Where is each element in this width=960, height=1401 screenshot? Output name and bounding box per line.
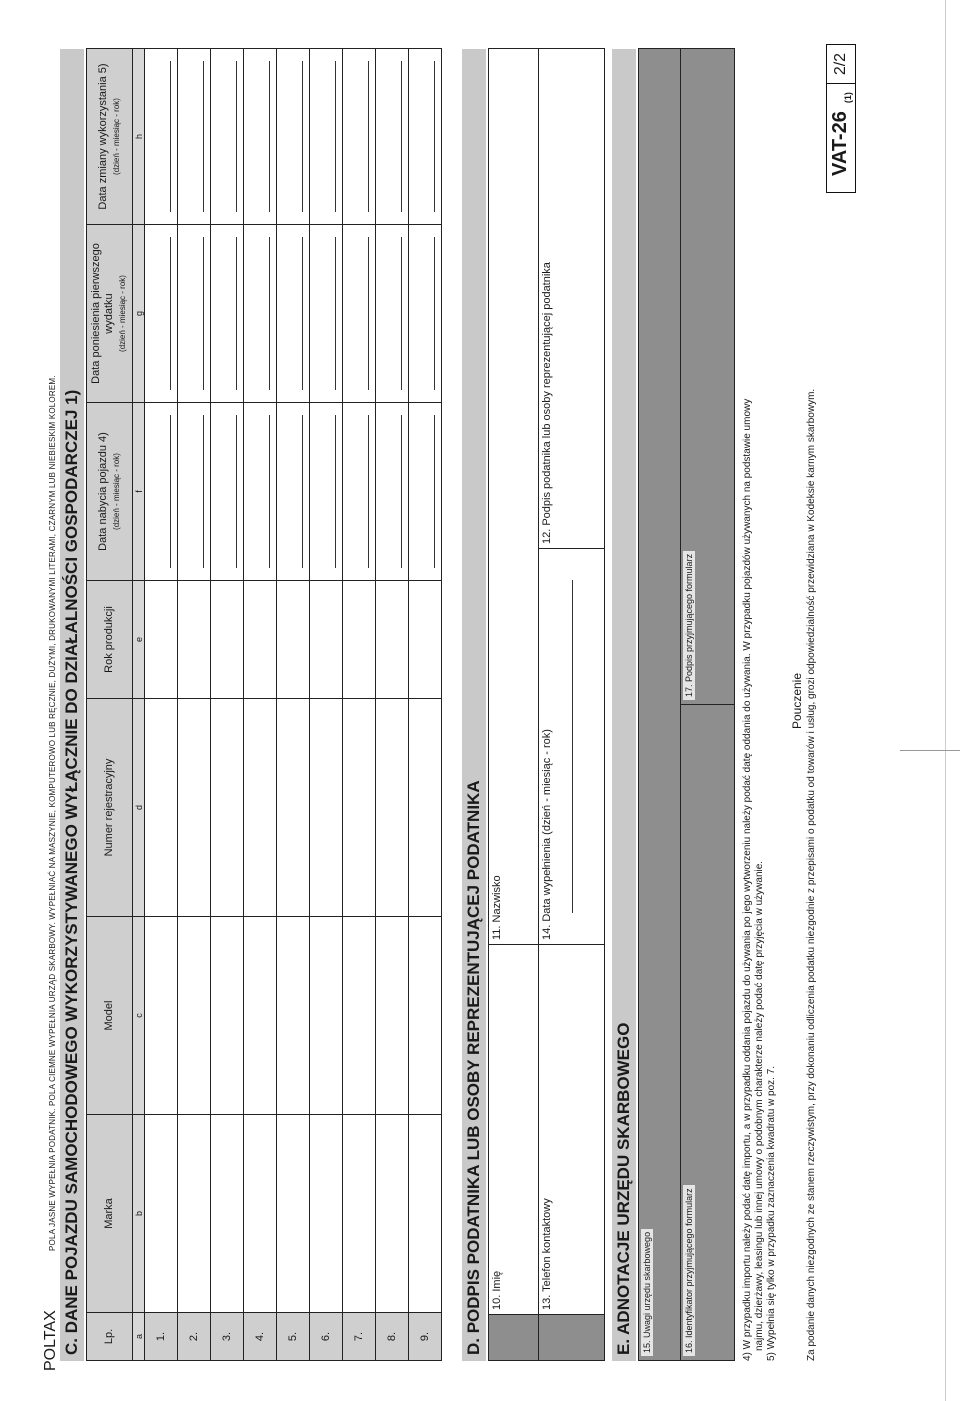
- cell-d[interactable]: [277, 699, 310, 917]
- vehicle-table-header: [87, 49, 133, 1361]
- signature-table-2: [538, 48, 605, 1361]
- row-number: 6.: [310, 1313, 343, 1361]
- date-entry-line: [227, 61, 237, 212]
- cell-g[interactable]: [343, 225, 376, 403]
- date-entry-line: [227, 237, 237, 389]
- date-entry-line: [227, 415, 237, 567]
- footnote-4-line2: najmu, dzierżawy, leasingu lub innej umowy o podobnym charakterze należy podać datę przyjęcia w używanie.: [754, 860, 765, 1351]
- date-entry-line: [359, 415, 369, 567]
- column-letters-row: a b c d e f g h: [133, 49, 145, 1361]
- col-data-zmiany: Data zmiany wykorzystania 5) (dzień - miesiąc - rok): [87, 49, 133, 225]
- cell-f[interactable]: [409, 403, 442, 581]
- date-entry-line: [161, 415, 171, 567]
- date-entry-line: [425, 237, 435, 389]
- cell-f[interactable]: [277, 403, 310, 581]
- cell-h[interactable]: [310, 49, 343, 225]
- col-model: Model: [87, 917, 133, 1115]
- vehicle-table: [86, 48, 442, 1361]
- col-data-poniesienia: Data poniesienia pierwszego wydatku (dzień - miesiąc - rok): [87, 225, 133, 403]
- col-marka: Marka: [87, 1115, 133, 1313]
- date-entry-line: [563, 580, 573, 913]
- table-row: [277, 49, 310, 1361]
- cell-c[interactable]: [277, 917, 310, 1115]
- date-entry-line: [392, 415, 402, 567]
- col-rok: Rok produkcji: [87, 581, 133, 699]
- cell-c[interactable]: [343, 917, 376, 1115]
- cell-d[interactable]: [145, 699, 178, 917]
- cell-c[interactable]: [376, 917, 409, 1115]
- date-entry-line: [392, 237, 402, 389]
- cell-e[interactable]: [409, 581, 442, 699]
- date-entry-line: [260, 61, 270, 212]
- cell-b[interactable]: [310, 1115, 343, 1313]
- cell-e[interactable]: [244, 581, 277, 699]
- form-id-badge: [826, 44, 856, 193]
- cell-h[interactable]: [409, 49, 442, 225]
- date-entry-line: [293, 61, 303, 212]
- cell-h[interactable]: [244, 49, 277, 225]
- section-e-title: E. ADNOTACJE URZĘDU SKARBOWEGO: [612, 49, 636, 1361]
- cell-c[interactable]: [211, 917, 244, 1115]
- cell-g[interactable]: [376, 225, 409, 403]
- row-number: 9.: [409, 1313, 442, 1361]
- col-numer: Numer rejestracyjny: [87, 699, 133, 917]
- crop-mark: [900, 750, 960, 751]
- col-data-nabycia: Data nabycia pojazdu 4) (dzień - miesiąc - rok): [87, 403, 133, 581]
- cell-d[interactable]: [178, 699, 211, 917]
- cell-d[interactable]: [211, 699, 244, 917]
- cell-h[interactable]: [211, 49, 244, 225]
- cell-d[interactable]: [310, 699, 343, 917]
- date-entry-line: [326, 415, 336, 567]
- field-podpis-przyjmujacego: 17. Podpis przyjmującego formularz: [681, 48, 735, 704]
- cell-h[interactable]: [343, 49, 376, 225]
- table-row: [310, 49, 343, 1361]
- row-number: 3.: [211, 1313, 244, 1361]
- cell-f[interactable]: [310, 403, 343, 581]
- col-lp: Lp.: [87, 1313, 133, 1361]
- cell-b[interactable]: [277, 1115, 310, 1313]
- section-d-title: D. PODPIS PODATNIKA LUB OSOBY REPREZENTUJĄCEJ PODATNIKA: [462, 49, 486, 1361]
- table-row: [244, 49, 277, 1361]
- cell-e[interactable]: [178, 581, 211, 699]
- cell-b[interactable]: [376, 1115, 409, 1313]
- cell-d[interactable]: [376, 699, 409, 917]
- cell-f[interactable]: [343, 403, 376, 581]
- cell-f[interactable]: [244, 403, 277, 581]
- footnote-4-line1: 4) W przypadku importu należy podać datę importu, a w przypadku oddania pojazdu do używania po jego wytworzeniu należy podać datę oddania do używania. W przypadku pojazdów używanych na podstawie umowy: [742, 398, 753, 1361]
- cell-b[interactable]: [244, 1115, 277, 1313]
- field-imie[interactable]: 10. Imię: [489, 945, 539, 1315]
- date-entry-line: [194, 415, 204, 567]
- date-entry-line: [392, 61, 402, 212]
- table-row: [343, 49, 376, 1361]
- cell-f[interactable]: [211, 403, 244, 581]
- date-entry-line: [293, 415, 303, 567]
- section-c-title: C. DANE POJAZDU SAMOCHODOWEGO WYKORZYSTYWANEGO WYŁĄCZNIE DO DZIAŁALNOŚCI GOSPODARCZEJ 1): [60, 49, 84, 1361]
- poltax-brand: POLTAX: [42, 1310, 59, 1371]
- cell-g[interactable]: [277, 225, 310, 403]
- cell-b[interactable]: [211, 1115, 244, 1313]
- cell-b[interactable]: [145, 1115, 178, 1313]
- table-row: [145, 49, 178, 1361]
- form-code: VAT-$26_{(1)}$: [829, 92, 853, 176]
- cell-h[interactable]: [376, 49, 409, 225]
- cell-g[interactable]: [409, 225, 442, 403]
- cell-e[interactable]: [277, 581, 310, 699]
- cell-c[interactable]: [310, 917, 343, 1115]
- cell-g[interactable]: [211, 225, 244, 403]
- d-margin-2: [539, 1315, 605, 1361]
- cell-b[interactable]: [178, 1115, 211, 1313]
- cell-g[interactable]: [244, 225, 277, 403]
- pouczenie-text: Za podanie danych niezgodnych ze stanem rzeczywistym, przy dokonaniu odliczenia podatku niezgodnie z przepisami o podatku od towarów i usług, grozi odpowiedzialność przewidziana w Kodeksie karnym skarbowym.: [806, 388, 817, 1361]
- field-podpis-podatnika[interactable]: 12. Podpis podatnika lub osoby reprezentującej podatnika: [539, 49, 605, 549]
- footnotes: [742, 41, 778, 1361]
- cell-h[interactable]: [145, 49, 178, 225]
- cell-c[interactable]: [178, 917, 211, 1115]
- row-number: 7.: [343, 1313, 376, 1361]
- cell-g[interactable]: [178, 225, 211, 403]
- row-number: 1.: [145, 1313, 178, 1361]
- field-uwagi: 15. Uwagi urzędu skarbowego: [639, 48, 681, 1360]
- cell-f[interactable]: [376, 403, 409, 581]
- cell-e[interactable]: [376, 581, 409, 699]
- instruction-line: POLA JASNE WYPEŁNIA PODATNIK. POLA CIEMNE WYPEŁNIA URZĄD SKARBOWY. WYPEŁNIAĆ NA MASZYNIE, KOMPUTEROWO LUB RĘCZNIE, DUŻYMI, DRUKOWANYMI LITERAMI, CZARNYM LUB NIEBIESKIM KOLOREM.: [48, 375, 57, 1251]
- date-entry-line: [260, 415, 270, 567]
- date-entry-line: [359, 61, 369, 212]
- cell-f[interactable]: [178, 403, 211, 581]
- date-entry-line: [194, 61, 204, 212]
- row-number: 4.: [244, 1313, 277, 1361]
- field-identyfikator: 16. Identyfikator przyjmującego formularz: [681, 705, 735, 1361]
- cell-h[interactable]: [178, 49, 211, 225]
- cell-b[interactable]: [343, 1115, 376, 1313]
- cell-d[interactable]: [343, 699, 376, 917]
- cell-c[interactable]: [244, 917, 277, 1115]
- date-entry-line: [161, 61, 171, 212]
- table-row: [376, 49, 409, 1361]
- row-number: 5.: [277, 1313, 310, 1361]
- cell-g[interactable]: [145, 225, 178, 403]
- date-entry-line: [326, 61, 336, 212]
- table-row: [178, 49, 211, 1361]
- signature-table: [488, 48, 539, 1361]
- row-number: 2.: [178, 1313, 211, 1361]
- cell-h[interactable]: [277, 49, 310, 225]
- cell-d[interactable]: [244, 699, 277, 917]
- form-page: 2/2: [827, 45, 855, 84]
- date-entry-line: [293, 237, 303, 389]
- cell-c[interactable]: [409, 917, 442, 1115]
- field-telefon[interactable]: 13. Telefon kontaktowy: [539, 945, 605, 1315]
- date-entry-line: [359, 237, 369, 389]
- cell-g[interactable]: [310, 225, 343, 403]
- pouczenie-title: Pouczenie: [790, 672, 804, 730]
- cell-e[interactable]: [211, 581, 244, 699]
- row-number: 8.: [376, 1313, 409, 1361]
- date-entry-line: [260, 237, 270, 389]
- cell-e[interactable]: [343, 581, 376, 699]
- date-entry-line: [194, 237, 204, 389]
- cell-c[interactable]: [145, 917, 178, 1115]
- date-entry-line: [326, 237, 336, 389]
- date-entry-line: [161, 237, 171, 389]
- cell-b[interactable]: [409, 1115, 442, 1313]
- cell-e[interactable]: [145, 581, 178, 699]
- field-data-wypelnienia[interactable]: 14. Data wypełnienia (dzień - miesiąc - rok): [539, 549, 605, 945]
- cell-d[interactable]: [409, 699, 442, 917]
- date-entry-line: [425, 61, 435, 212]
- scan-edge-line: [945, 0, 946, 1401]
- footnote-5: 5) Wypełnia się tylko w przypadku zaznaczenia kwadratu w poz. 7.: [766, 1065, 777, 1361]
- cell-f[interactable]: [145, 403, 178, 581]
- date-entry-line: [425, 415, 435, 567]
- table-row: [211, 49, 244, 1361]
- cell-e[interactable]: [310, 581, 343, 699]
- table-row: [409, 49, 442, 1361]
- office-table: [638, 48, 735, 1361]
- d-margin: [489, 1315, 539, 1361]
- field-nazwisko[interactable]: 11. Nazwisko: [489, 49, 539, 945]
